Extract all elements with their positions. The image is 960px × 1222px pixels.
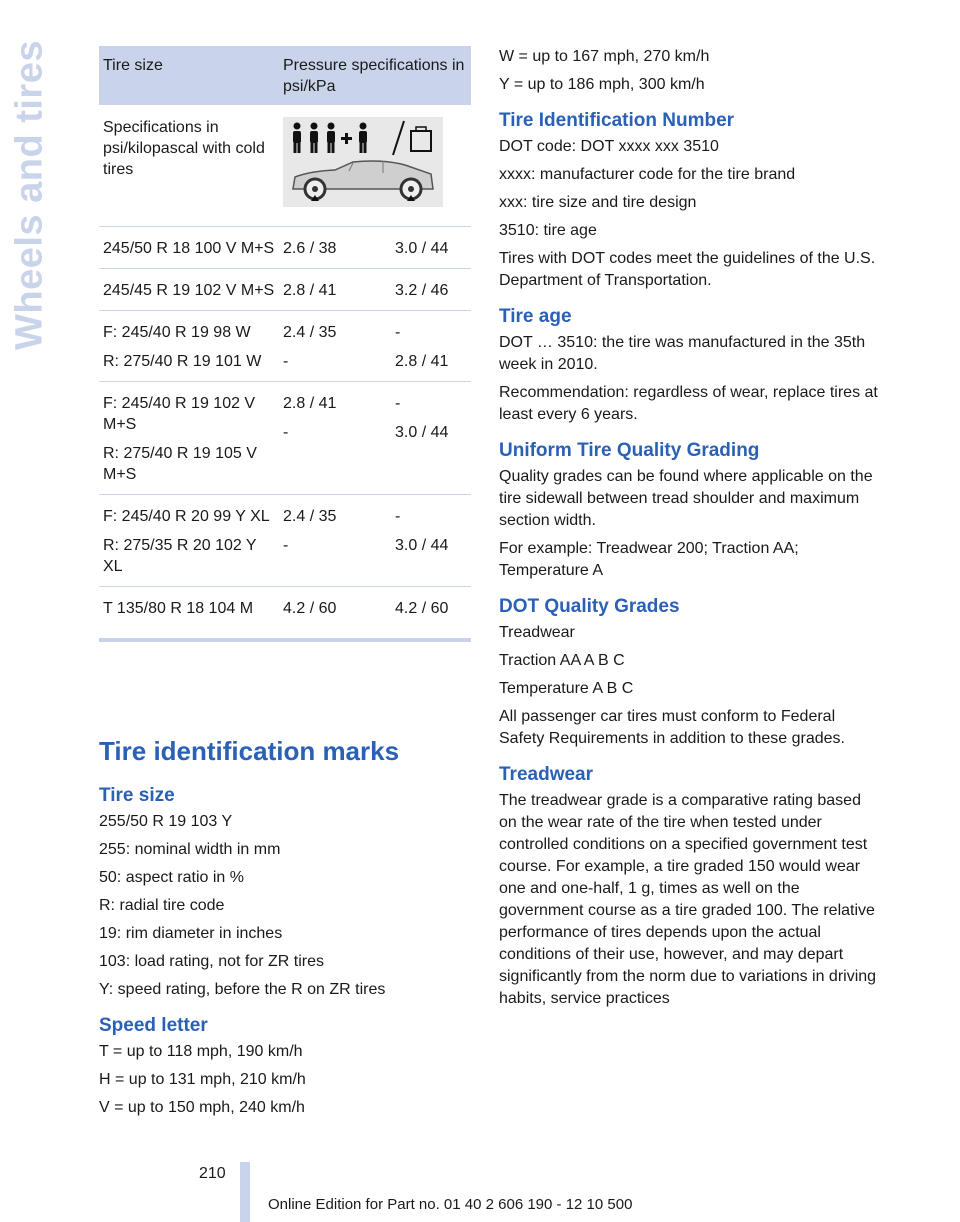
chapter-tab-label: Wheels and tires — [8, 40, 51, 350]
right-column: W = up to 167 mph, 270 km/h Y = up to 186 mph, 300 km/h Tire Identification Number DOT code: DOT xxxx xxx 3510 xxxx: manufacturer code for the tire brand xxx: tire size and tire design 3510: tire age Tires with DOT codes meet the guidelines of the U.S. Department of Transportation. Tire age DOT … 3510: the tire was manufactured in the 35th week in 2010. Recommendation: regardless of wear, replace tires at least every 6 years. Uniform Tire Quality Grading Quality grades can be found where applicable on the tire sidewall between tread shoulder and maximum section width. For example: Treadwear 200; Traction AA; Temperature A DOT Quality Grades Treadwear Traction AA A B C Temperature A B C All passenger car tires must conform to Federal Safety Requirements in addition to these grades. Treadwear The treadwear grade is a comparative rating based on the wear rate of the tire when tested under controlled conditions on a specified government test course. For example, a tire graded 150 would wear one and one-half, 1 g, times as well on the government course as a tire graded 100. The relative performance of tires depends upon the actual conditions of their use, however, and may depart significantly from the norm due to variations in driving habits, service practices — [499, 48, 878, 1007]
section-title: Tire identification marks — [99, 736, 400, 766]
table-end-rule — [99, 638, 471, 642]
heading-tin: Tire Identification Number — [499, 110, 735, 131]
heading-utqg: Uniform Tire Quality Grading — [499, 440, 760, 461]
occupant-luggage-car-icon — [283, 117, 443, 207]
heading-speed-letter: Speed letter — [99, 1015, 208, 1036]
page-number: 210 — [199, 1165, 226, 1182]
tire-pressure-table — [99, 46, 471, 642]
load-pictogram-cell — [279, 105, 471, 227]
spec-row — [99, 105, 471, 227]
vehicle-load-pictogram — [283, 117, 443, 207]
footer-text: Online Edition for Part no. 01 40 2 606 190 - 12 10 500 — [268, 1196, 633, 1213]
header-tire-size: Tire size — [99, 46, 279, 105]
heading-tire-age: Tire age — [499, 306, 572, 327]
table-row: 245/45 R 19 102 V M+S 2.8 / 41 3.2 / 46 — [99, 269, 471, 311]
table-row: F: 245/40 R 19 98 W R: 275/40 R 19 101 W 2.4 / 35 - - 2.8 / 41 — [99, 311, 471, 382]
table-header-row — [99, 46, 471, 105]
table-row: 245/50 R 18 100 V M+S 2.6 / 38 3.0 / 44 — [99, 227, 471, 269]
spec-label: Specifications in psi/kilopascal with cold tires — [103, 119, 265, 178]
header-pressure: Pressure specifications in psi/kPa — [279, 46, 471, 105]
table-row: F: 245/40 R 20 99 Y XL R: 275/35 R 20 102 Y XL 2.4 / 35 - - 3.0 / 44 — [99, 495, 471, 587]
chapter-tab — [0, 40, 60, 350]
heading-treadwear: Treadwear — [499, 764, 593, 785]
footer-bar — [240, 1162, 250, 1222]
heading-dot-grades: DOT Quality Grades — [499, 596, 680, 617]
left-column: Tire identification marks Tire size 255/50 R 19 103 Y 255: nominal width in mm 50: aspect ratio in % R: radial tire code 19: rim diameter in inches 103: load rating, not for ZR tires Y: speed rating, before the R on ZR tires Speed letter T = up to 118 mph, 190 km/h H = up to 131 mph, 210 km/h V = up to 150 mph, 240 km/h — [99, 736, 471, 1125]
heading-tire-size: Tire size — [99, 785, 175, 806]
table-row: F: 245/40 R 19 102 V M+S R: 275/40 R 19 105 V M+S 2.8 / 41 - - 3.0 / 44 — [99, 382, 471, 495]
table-row: T 135/80 R 18 104 M 4.2 / 60 4.2 / 60 — [99, 587, 471, 629]
